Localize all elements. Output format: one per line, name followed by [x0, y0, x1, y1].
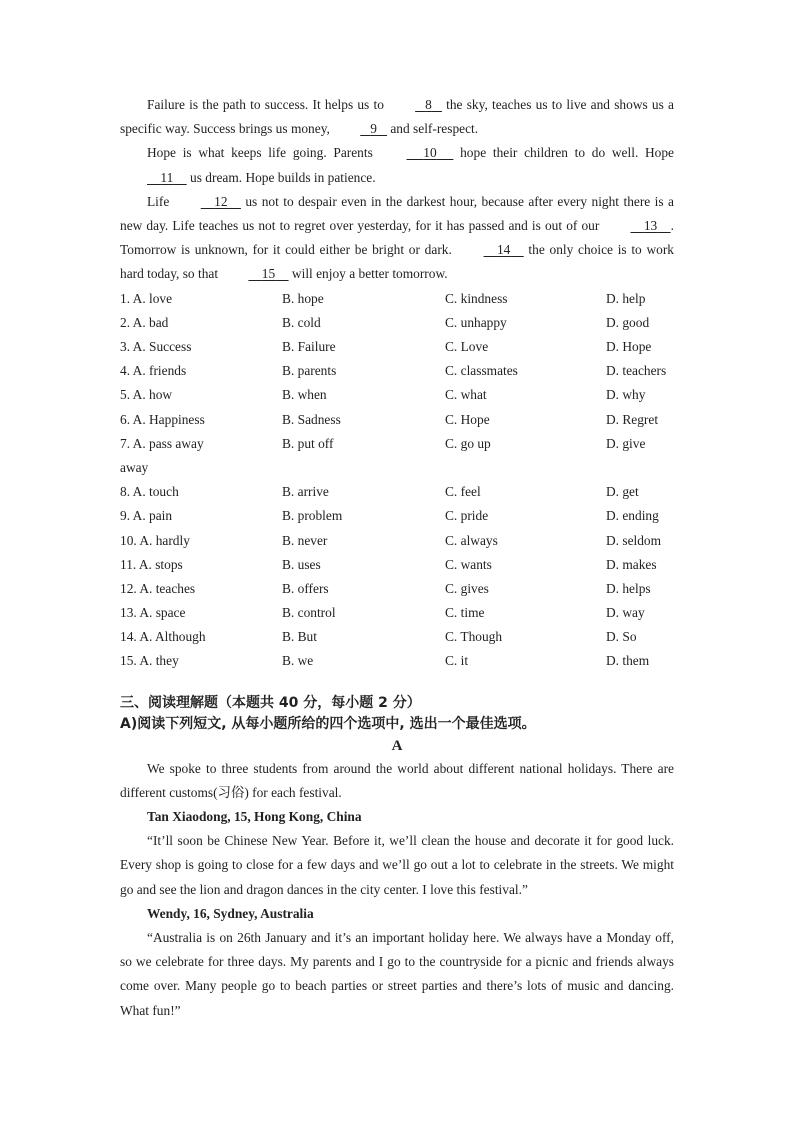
- option-b: B. put off: [282, 435, 334, 451]
- text: and self-respect.: [387, 121, 479, 137]
- option-a: 7. A. pass away: [120, 435, 204, 451]
- option-row-4: [120, 359, 674, 383]
- option-c: C. classmates: [445, 363, 518, 379]
- option-d: D. Hope: [606, 339, 652, 354]
- option-c: C. gives: [445, 580, 489, 596]
- blank-11: [120, 166, 187, 190]
- blank-number: 9: [370, 121, 377, 137]
- option-a: 6. A. Happiness: [120, 411, 205, 427]
- option-d: D. makes: [606, 556, 657, 572]
- option-d: D. So: [606, 629, 637, 645]
- option-row-5: [120, 383, 674, 407]
- text: us dream. Hope builds in patience.: [186, 169, 376, 185]
- option-d: D. good: [606, 314, 650, 330]
- option-d: D. Regret: [606, 411, 659, 427]
- option-d: D. helps: [606, 580, 651, 596]
- blank-14: [457, 238, 524, 262]
- blank-number: 12: [214, 193, 228, 209]
- option-a: 13. A. space: [120, 605, 186, 621]
- blank-number: 11: [160, 169, 174, 185]
- option-c: C. feel: [445, 484, 481, 500]
- option-b: B. cold: [282, 314, 321, 330]
- option-c: C. kindness: [445, 290, 508, 306]
- option-a: 8. A. touch: [120, 484, 179, 500]
- speaker-text-1: “It’ll soon be Chinese New Year. Before it, we’ll clean the house and decorate it for good luck. Every shop is going to close for a few days and we’ll go out a lot to celebrate in the streets. We might go and see the lion and dragon dances in the city center. I love this festival.”: [120, 833, 674, 897]
- option-c: C. it: [445, 653, 469, 669]
- option-d: D. ending: [606, 508, 659, 524]
- blank-12: [174, 190, 241, 214]
- option-c: C. go up: [445, 435, 491, 451]
- option-d: D. get: [606, 484, 639, 500]
- speaker-text-2: “Australia is on 26th January and it’s an important holiday here. We always have a Monday off, so we celebrate for three days. My parents and I go to the countryside for a picnic and friends always come over. Many people go to beach parties or street parties and there’s lots of music and dancing. What fun!”: [120, 930, 674, 1018]
- option-d: D. way: [606, 605, 645, 621]
- option-b: B. never: [282, 532, 328, 548]
- option-b: B. Failure: [282, 339, 336, 354]
- blank-number: 8: [425, 97, 432, 112]
- option-b: B. But: [282, 629, 317, 645]
- exam-page: [120, 93, 674, 1023]
- blank-8: [388, 93, 442, 117]
- option-row-10: [120, 529, 674, 553]
- options-list: [120, 287, 674, 674]
- option-row-9: [120, 504, 674, 528]
- option-row-7: [120, 432, 674, 456]
- option-row-3: [120, 335, 674, 359]
- text: us not to despair even in the darkest hour, because after every night there is a new day. Life teaches us not to regret over yesterday, for it has passed and is out of our: [120, 193, 674, 234]
- option-c: C. Hope: [445, 411, 490, 427]
- option-row-14: [120, 625, 674, 649]
- section-title: 三、阅读理解题（本题共 40 分，每小题 2 分）: [120, 694, 421, 711]
- option-a: 5. A. how: [120, 387, 173, 403]
- option-b: B. Sadness: [282, 411, 341, 427]
- option-b: B. uses: [282, 556, 321, 572]
- option-a: 12. A. teaches: [120, 580, 196, 596]
- blank-number: 10: [423, 145, 437, 161]
- option-d: D. help: [606, 290, 646, 306]
- passage-letter: A: [391, 737, 403, 754]
- option-b: B. we: [282, 653, 314, 669]
- option-b: B. when: [282, 387, 327, 403]
- option-c: C. pride: [445, 508, 489, 524]
- option-c: C. always: [445, 532, 498, 548]
- option-c: C. what: [445, 387, 487, 403]
- blank-9: [333, 117, 387, 141]
- text: hope their children to do well. Hope: [453, 145, 675, 161]
- option-row-8: [120, 480, 674, 504]
- option-row-15: [120, 649, 674, 673]
- option-a: 15. A. they: [120, 653, 179, 669]
- blank-13: [603, 214, 670, 238]
- text: . Tomorrow is unknown, for it could either be bright or dark.: [120, 218, 674, 258]
- option-a: 2. A. bad: [120, 314, 169, 330]
- option-b: B. arrive: [282, 484, 329, 500]
- option-d: D. give: [606, 435, 646, 451]
- option-c: C. Love: [445, 339, 489, 354]
- blank-number: 14: [496, 242, 511, 258]
- passage-paragraph-1: [120, 93, 674, 141]
- option-a: 4. A. friends: [120, 363, 187, 379]
- text: Hope is what keeps life going. Parents: [147, 145, 380, 161]
- option-d: D. why: [606, 387, 646, 403]
- option-row-11: [120, 553, 674, 577]
- option-a: 10. A. hardly: [120, 532, 190, 548]
- option-b: B. control: [282, 605, 336, 621]
- speaker-name-1: Tan Xiaodong, 15, Hong Kong, China: [147, 809, 362, 825]
- option-c: C. Though: [445, 629, 503, 645]
- option-a: 11. A. stops: [120, 556, 183, 572]
- option-b: B. hope: [282, 290, 324, 306]
- text: the sky, teaches us to live and shows us a specific way. Success brings us money,: [120, 97, 674, 137]
- blank-number: 15: [261, 266, 276, 282]
- blank-15: [221, 262, 288, 286]
- option-row-13: [120, 601, 674, 625]
- option-c: C. time: [445, 605, 485, 621]
- passage-paragraph-3: [120, 190, 674, 287]
- reading-intro: We spoke to three students from around the world about different national holidays. There are different customs(习俗) for each festival.: [120, 760, 674, 800]
- option-d: D. teachers: [606, 363, 667, 379]
- text: Failure is the path to success. It helps us to: [147, 97, 389, 112]
- passage-paragraph-2: [120, 141, 674, 189]
- option-c: C. unhappy: [445, 314, 507, 330]
- speaker-name-2: Wendy, 16, Sydney, Australia: [147, 905, 314, 921]
- option-row-6: [120, 408, 674, 432]
- option-a: 3. A. Success: [120, 339, 192, 354]
- option-b: B. offers: [282, 580, 329, 596]
- option-b: B. problem: [282, 508, 343, 524]
- text: Life: [147, 193, 174, 209]
- option-d: D. them: [606, 653, 650, 669]
- option-a: 1. A. love: [120, 290, 173, 306]
- option-row-12: [120, 577, 674, 601]
- blank-number: 13: [643, 218, 658, 234]
- option-row-1: [120, 287, 674, 311]
- option-a: 14. A. Although: [120, 629, 206, 645]
- option-c: C. wants: [445, 556, 492, 572]
- text: will enjoy a better tomorrow.: [288, 266, 448, 282]
- option-row-2: [120, 311, 674, 335]
- option-d: D. seldom: [606, 532, 662, 548]
- text: the only choice is to work hard today, so that: [120, 242, 674, 282]
- option-b: B. parents: [282, 363, 337, 379]
- option-row-7-wrap: away: [120, 459, 149, 475]
- blank-10: [380, 141, 454, 165]
- option-a: 9. A. pain: [120, 508, 173, 524]
- section-instructions: A)阅读下列短文, 从每小题所给的四个选项中, 选出一个最佳选项。: [120, 715, 536, 732]
